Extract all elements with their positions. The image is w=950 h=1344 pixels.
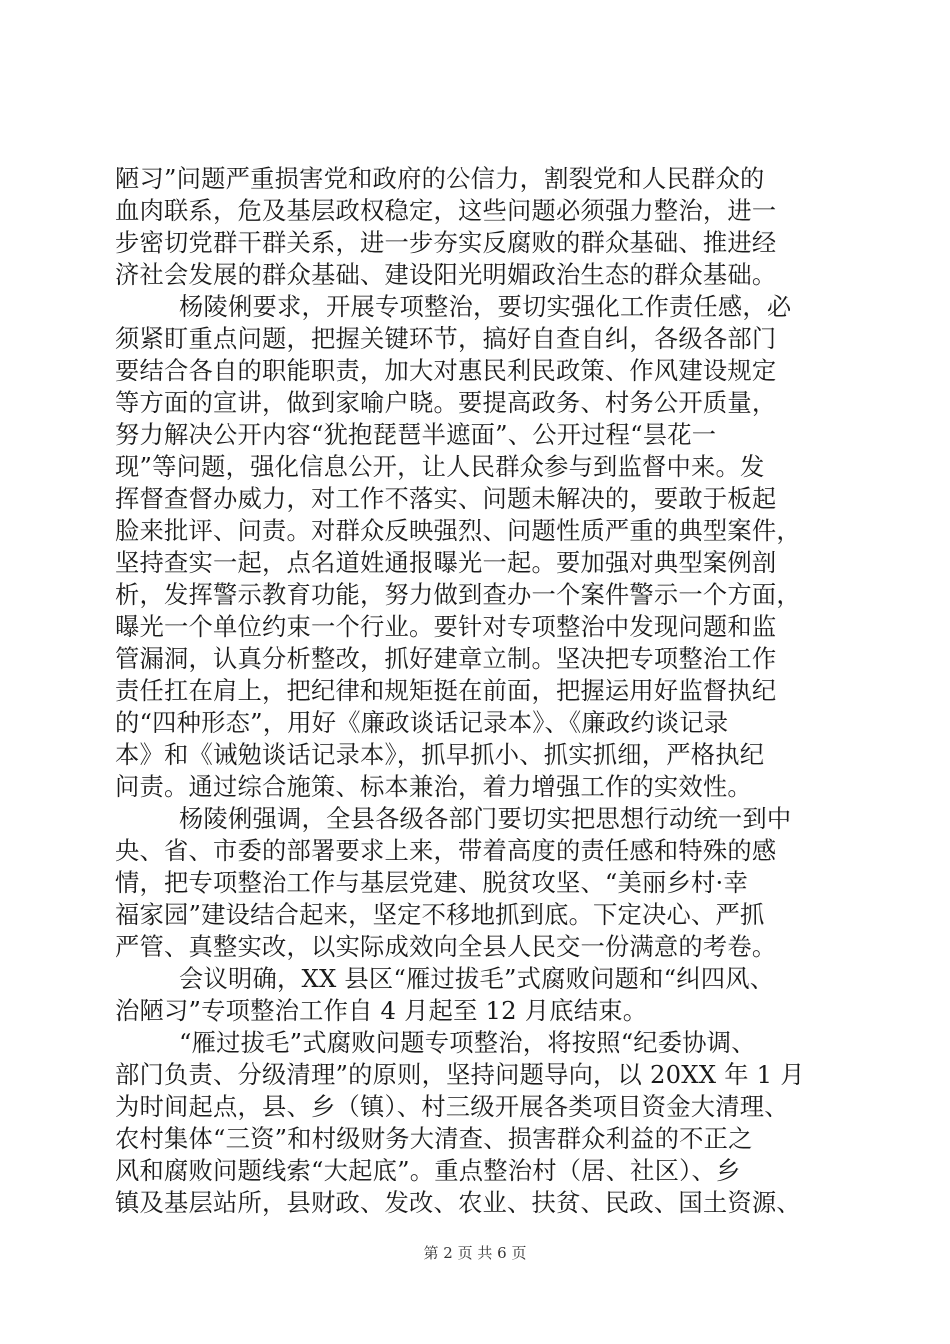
text-line: 杨陵俐要求，开展专项整治，要切实强化工作责任感，必 xyxy=(179,292,792,321)
text-line: 济社会发展的群众基础、建设阳光明媚政治生态的群众基础。 xyxy=(115,260,777,289)
text-line: 镇及基层站所，县财政、发改、农业、扶贫、民政、国土资源、 xyxy=(115,1188,801,1217)
text-line: 风和腐败问题线索“大起底”。重点整治村（居、社区）、乡 xyxy=(115,1156,741,1185)
text-line: 部门负责、分级清理”的原则，坚持问题导向，以 20XX 年 1 月 xyxy=(115,1060,805,1089)
text-line: 要结合各自的职能职责，加大对惠民利民政策、作风建设规定 xyxy=(115,356,777,385)
text-line: 管漏洞，认真分析整改，抓好建章立制。坚决把专项整治工作 xyxy=(115,644,777,673)
text-line: 本》和《诫勉谈话记录本》，抓早抓小、抓实抓细，严格执纪 xyxy=(115,740,765,769)
text-line: 脸来批评、问责。对群众反映强烈、问题性质严重的典型案件， xyxy=(115,516,801,545)
text-line: 挥督查督办威力，对工作不落实、问题未解决的，要敢于板起 xyxy=(115,484,777,513)
text-line: 的“四种形态”，用好《廉政谈话记录本》、《廉政约谈记录 xyxy=(115,708,729,737)
text-line: 努力解决公开内容“犹抱琵琶半遮面”、公开过程“昙花一 xyxy=(115,420,717,449)
text-line: 会议明确，XX 县区“雁过拔毛”式腐败问题和“纠四风、 xyxy=(179,964,775,993)
text-line: 现”等问题，强化信息公开，让人民群众参与到监督中来。发 xyxy=(115,452,765,481)
text-line: 问责。通过综合施策、标本兼治，着力增强工作的实效性。 xyxy=(115,772,752,801)
text-line: 步密切党群干群关系，进一步夯实反腐败的群众基础、推进经 xyxy=(115,228,777,257)
text-line: 血肉联系，危及基层政权稳定，这些问题必须强力整治，进一 xyxy=(115,196,777,225)
text-line: 责任扛在肩上，把纪律和规矩挺在前面，把握运用好监督执纪 xyxy=(115,676,777,705)
text-line: “雁过拔毛”式腐败问题专项整治，将按照“纪委协调、 xyxy=(179,1028,756,1057)
text-line: 坚持查实一起，点名道姓通报曝光一起。要加强对典型案例剖 xyxy=(115,548,777,577)
text-line: 须紧盯重点问题，把握关键环节，搞好自查自纠，各级各部门 xyxy=(115,324,777,353)
text-line: 治陋习”专项整治工作自 4 月起至 12 月底结束。 xyxy=(115,996,648,1025)
text-line: 杨陵俐强调，全县各级各部门要切实把思想行动统一到中 xyxy=(179,804,792,833)
text-line: 严管、真整实改，以实际成效向全县人民交一份满意的考卷。 xyxy=(115,932,777,961)
text-line: 央、省、市委的部署要求上来，带着高度的责任感和特殊的感 xyxy=(115,836,777,865)
text-line: 析，发挥警示教育功能，努力做到查办一个案件警示一个方面， xyxy=(115,580,801,609)
text-line: 福家园”建设结合起来，坚定不移地抓到底。下定决心、严抓 xyxy=(115,900,765,929)
text-line: 曝光一个单位约束一个行业。要针对专项整治中发现问题和监 xyxy=(115,612,777,641)
text-line: 陋习”问题严重损害党和政府的公信力，割裂党和人民群众的 xyxy=(115,164,765,193)
text-line: 为时间起点，县、乡（镇）、村三级开展各类项目资金大清理、 xyxy=(115,1092,789,1121)
document-body xyxy=(115,163,839,1219)
text-line: 情，把专项整治工作与基层党建、脱贫攻坚、“美丽乡村·幸 xyxy=(115,868,748,897)
text-line: 等方面的宣讲，做到家喻户晓。要提高政务、村务公开质量， xyxy=(115,388,777,417)
page-footer: 第 2 页 共 6 页 xyxy=(423,1244,527,1262)
text-line: 农村集体“三资”和村级财务大清查、损害群众利益的不正之 xyxy=(115,1124,753,1153)
